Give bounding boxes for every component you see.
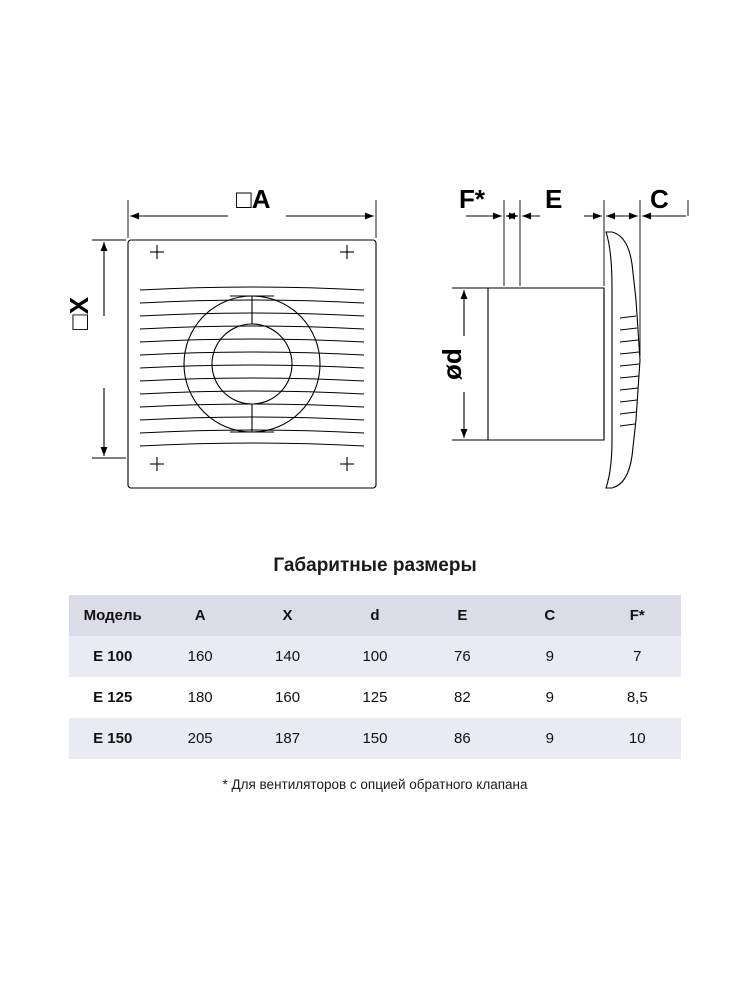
cell-x: 187: [244, 718, 331, 759]
cell-f: 10: [594, 718, 681, 759]
table-header-e: E: [419, 595, 506, 636]
cell-model: E 150: [69, 718, 156, 759]
side-faceplate-outline: [606, 232, 640, 488]
cell-model: E 125: [69, 677, 156, 718]
table-row: [69, 718, 681, 759]
cell-a: 205: [156, 718, 243, 759]
table-row: [69, 677, 681, 718]
dimension-label-e: E: [545, 184, 563, 214]
cell-e: 82: [419, 677, 506, 718]
table-header-d: d: [331, 595, 418, 636]
cell-f: 7: [594, 636, 681, 677]
cell-c: 9: [506, 677, 593, 718]
table-header-row: [69, 595, 681, 636]
front-body-outline: [128, 240, 376, 488]
table-header-model: Модель: [69, 595, 156, 636]
cell-d: 150: [331, 718, 418, 759]
cell-c: 9: [506, 636, 593, 677]
cell-x: 160: [244, 677, 331, 718]
cell-e: 86: [419, 718, 506, 759]
table-header-a: A: [156, 595, 243, 636]
table-header-c: C: [506, 595, 593, 636]
side-duct-outline: [488, 288, 604, 440]
dimension-label-x: □X: [64, 296, 94, 330]
hub-inner-circle: [212, 324, 292, 404]
table-row: [69, 636, 681, 677]
table-footnote: * Для вентиляторов с опцией обратного клапана: [222, 777, 528, 792]
dimension-label-a: □A: [236, 184, 271, 214]
cell-a: 180: [156, 677, 243, 718]
cell-model: E 100: [69, 636, 156, 677]
dimensions-table: [69, 595, 681, 759]
corner-screws: [150, 245, 354, 471]
dimension-label-d: ød: [437, 348, 467, 380]
side-dimension-extensions: [504, 200, 688, 356]
cell-d: 125: [331, 677, 418, 718]
cell-a: 160: [156, 636, 243, 677]
table-title: Габаритные размеры: [273, 555, 477, 576]
dimension-x: [92, 240, 126, 458]
dimensions-table-section: [0, 555, 750, 792]
table-header-x: X: [244, 595, 331, 636]
cell-x: 140: [244, 636, 331, 677]
cell-d: 100: [331, 636, 418, 677]
dimension-label-c: C: [650, 184, 669, 214]
cell-f: 8,5: [594, 677, 681, 718]
cell-e: 76: [419, 636, 506, 677]
dimension-label-f: F*: [459, 184, 485, 214]
table-header-f: F*: [594, 595, 681, 636]
cell-c: 9: [506, 718, 593, 759]
